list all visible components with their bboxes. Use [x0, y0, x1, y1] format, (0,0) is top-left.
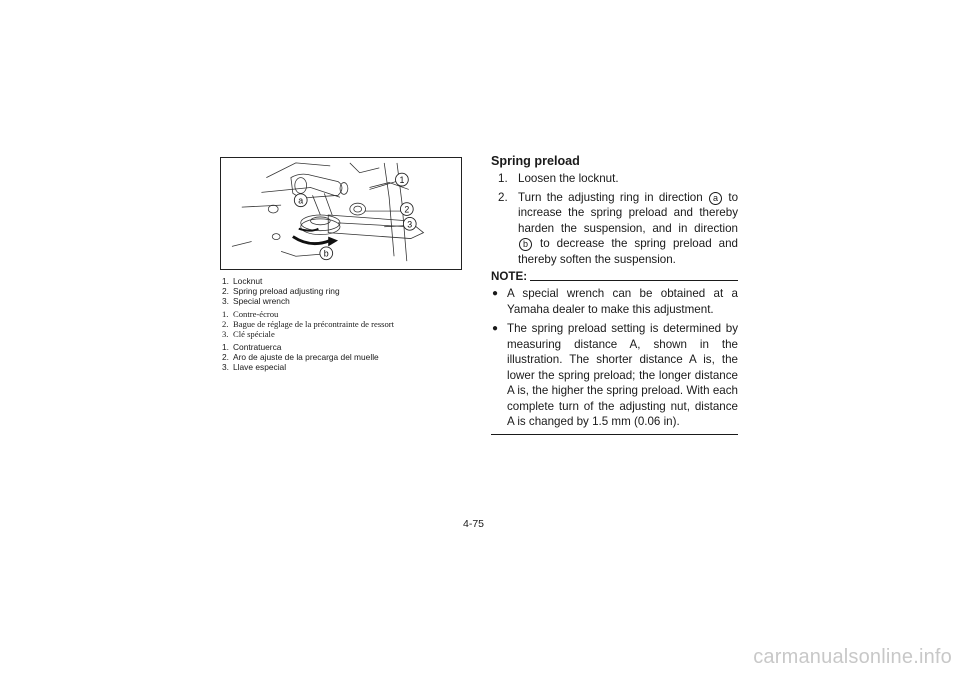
caption-item — [222, 342, 472, 352]
caption-num: 2. — [222, 352, 229, 362]
callout-1-label: 1 — [399, 175, 405, 186]
caption-item — [222, 276, 472, 286]
caption-num: 3. — [222, 362, 229, 372]
step-item — [491, 190, 738, 268]
callout-b-label: b — [323, 248, 329, 259]
caption-english — [222, 276, 472, 306]
callout-a-label: a — [298, 195, 304, 206]
direction-a-marker: a — [709, 192, 722, 205]
caption-item — [222, 319, 472, 329]
bullet-text: The spring preload setting is determined by measuring distance A, shown in the illustration. The shorter distance A is, the lower the spring preload; the longer distance A is, the higher the spring preload. With each complete turn of the adjusting nut, distance A is changed by 1.5 mm (0.06 in). — [507, 322, 738, 428]
note-bullet — [491, 321, 738, 430]
caption-text: Llave especial — [233, 362, 287, 372]
note-bullets — [491, 286, 738, 430]
caption-num: 2. — [222, 286, 229, 296]
note-label: NOTE: — [491, 270, 528, 283]
caption-item — [222, 286, 472, 296]
caption-item — [222, 329, 472, 339]
spring-preload-illustration — [220, 157, 462, 270]
caption-french — [222, 309, 472, 339]
steps-list — [491, 171, 738, 267]
caption-text: Bague de réglage de la précontrainte de ressort — [233, 319, 395, 329]
caption-text: Contratuerca — [233, 342, 282, 352]
note-end-divider — [491, 434, 738, 435]
note-divider — [530, 280, 738, 281]
caption-num: 1. — [222, 276, 229, 286]
caption-num: 1. — [222, 309, 229, 319]
step-item — [491, 171, 738, 187]
bullet-text: A special wrench can be obtained at a Yamaha dealer to make this adjustment. — [507, 287, 738, 316]
step-num: 2. — [498, 190, 508, 204]
figure-captions — [222, 276, 472, 375]
caption-item — [222, 309, 472, 319]
step-text-part: Turn the adjusting ring in direction — [518, 190, 703, 204]
caption-text: Contre-écrou — [233, 309, 279, 319]
watermark: carmanualsonline.info — [753, 646, 952, 668]
step-num: 1. — [498, 172, 508, 185]
callout-3-label: 3 — [407, 219, 413, 230]
caption-num: 3. — [222, 329, 229, 339]
bullet-icon: ● — [492, 288, 499, 299]
caption-item — [222, 296, 472, 306]
caption-num: 2. — [222, 319, 229, 329]
caption-text: Locknut — [233, 276, 263, 286]
note-header — [491, 270, 738, 284]
section-title: Spring preload — [491, 154, 580, 168]
caption-num: 3. — [222, 296, 229, 306]
caption-item — [222, 362, 472, 372]
callout-2-label: 2 — [404, 204, 410, 215]
caption-item — [222, 352, 472, 362]
step-text-part: to decrease the spring preload and thereby soften the suspension. — [518, 237, 738, 266]
caption-num: 1. — [222, 342, 229, 352]
note-bullet — [491, 286, 738, 317]
step-text — [518, 190, 738, 268]
spring-preload-section — [491, 154, 738, 435]
caption-spanish — [222, 342, 472, 372]
caption-text: Aro de ajuste de la precarga del muelle — [233, 352, 379, 362]
caption-text: Clé spéciale — [233, 329, 275, 339]
page-number: 4-75 — [463, 518, 485, 530]
step-text: Loosen the locknut. — [518, 172, 619, 185]
step-text-part: to increase the spring preload and thereby harden the suspension, and in direction — [518, 190, 739, 235]
direction-b-marker: b — [519, 238, 532, 251]
caption-text: Spring preload adjusting ring — [233, 286, 340, 296]
caption-text: Special wrench — [233, 296, 290, 306]
bullet-icon: ● — [492, 323, 499, 334]
